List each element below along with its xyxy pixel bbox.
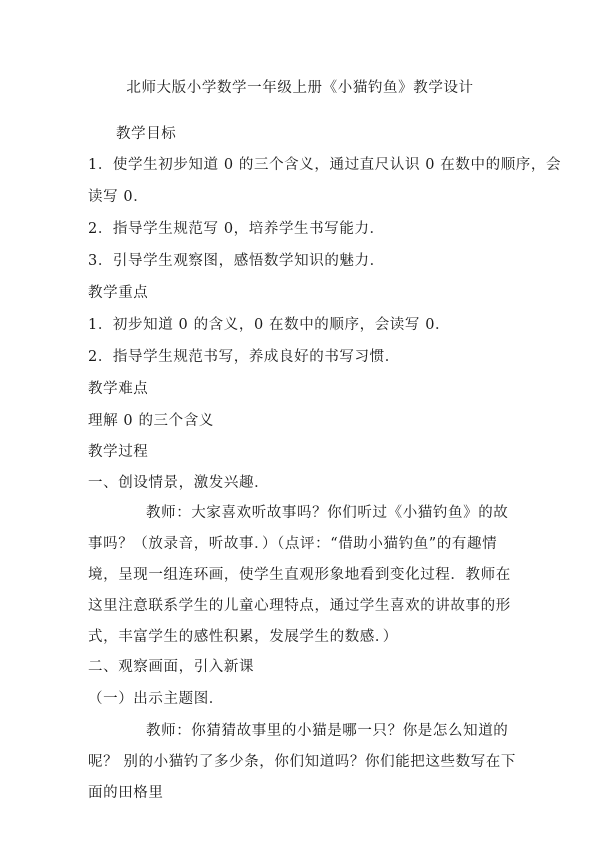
section-2-heading: 二、观察画面，引入新课 [88,659,255,675]
key-point-item-2: 2．指导学生规范书写，养成良好的书写习惯． [88,349,400,365]
goal-item-1-line-1: 1．使学生初步知道 0 的三个含义，通过直尺认识 0 在数中的顺序，会 [88,157,562,173]
section-1-paragraph: 教师：大家喜欢听故事吗？你们听过《小猫钓鱼》的故事吗？（放录音，听故事．）（点评：“借助小猫钓鱼”的有趣情境，呈现一组连环画，使学生直观形象地看到变化过程．教师在这里注意联系学生的儿童心理特点，通过学生喜欢的讲故事的形式，丰富学生的感性积累，发展学生的数感．） [88,505,511,645]
section-1-heading: 一、创设情景，激发兴趣． [88,475,270,491]
goal-item-3: 3．引导学生观察图，感悟数学知识的魅力． [88,253,385,269]
subsection-1-heading: （一）出示主题图． [88,691,224,707]
goals-heading: 教学目标 [116,126,177,142]
difficulty-text: 理解 0 的三个含义 [88,413,214,429]
document-title: 北师大版小学数学一年级上册《小猫钓鱼》教学设计 [126,80,474,96]
key-points-heading: 教学重点 [88,285,149,301]
process-heading: 教学过程 [88,444,149,460]
difficulty-heading: 教学难点 [88,381,149,397]
goal-item-1-line-2: 读写 0． [88,189,149,205]
subsection-1-paragraph: 教师：你猜猜故事里的小猫是哪一只？你是怎么知道的呢？ 别的小猫钓了多少条，你们知道吗？你们能把这些数写在下面的田格里 [88,723,517,801]
key-point-item-1: 1．初步知道 0 的含义，0 在数中的顺序，会读写 0． [88,317,451,333]
goal-item-2: 2．指导学生规范写 0，培养学生书写能力． [88,221,385,237]
